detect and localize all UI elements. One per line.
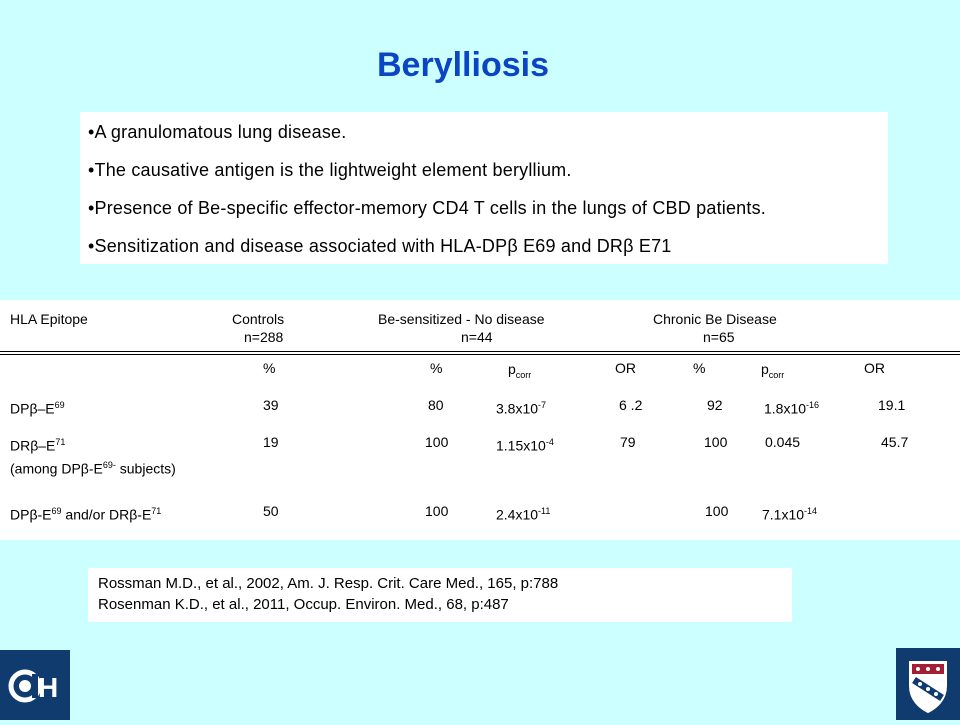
bullet-item: •Sensitization and disease associated with HLA-DPβ E69 and DRβ E71 bbox=[88, 236, 672, 256]
subheader-or: OR bbox=[864, 360, 885, 376]
cell-cbd-pct: 100 bbox=[705, 503, 729, 519]
cell-cbd-or: 45.7 bbox=[881, 434, 909, 450]
cell-bs-or: 6 .2 bbox=[619, 397, 643, 413]
cell-cbd-p: $7.1x10^{-14}$ bbox=[762, 506, 818, 523]
bullet-item: •A granulomatous lung disease. bbox=[88, 122, 347, 142]
cell-bs-or: 79 bbox=[620, 434, 636, 450]
institution-logo-right bbox=[896, 648, 960, 720]
header-cbd: Chronic Be Disease bbox=[653, 311, 777, 327]
cell-bs-pct: 100 bbox=[425, 503, 449, 519]
cell-cbd-pct: 92 bbox=[707, 397, 723, 413]
row-label: DPβ–$E^{69}$ bbox=[10, 400, 65, 417]
bullet-item: •Presence of Be-specific effector-memory CD4 T cells in the lungs of CBD patients. bbox=[88, 198, 766, 218]
reference-item: Rosenman K.D., et al., 2011, Occup. Environ. Med., 68, p:487 bbox=[98, 596, 509, 613]
cell-cbd-p: $1.8x10^{-16}$ bbox=[764, 400, 820, 417]
cell-cbd-pct: 100 bbox=[704, 434, 728, 450]
row-note: (among DPβ-$E^{69-}$ subjects) bbox=[10, 460, 176, 477]
cell-bs-pct: 100 bbox=[425, 434, 449, 450]
header-cbd-n: n=65 bbox=[703, 329, 735, 345]
institution-logo-left bbox=[0, 650, 70, 720]
cell-controls: 50 bbox=[263, 503, 279, 519]
cell-cbd-p: 0.045 bbox=[765, 434, 801, 450]
reference-item: Rossman M.D., et al., 2002, Am. J. Resp. Crit. Care Med., 165, p:788 bbox=[98, 575, 559, 592]
header-divider bbox=[0, 351, 960, 352]
header-divider bbox=[0, 354, 960, 355]
cell-cbd-or: 19.1 bbox=[878, 397, 906, 413]
header-be-sensitized-n: n=44 bbox=[461, 329, 493, 345]
cell-controls: 39 bbox=[263, 397, 279, 413]
university-shield-icon bbox=[896, 648, 960, 720]
references-box bbox=[88, 568, 792, 622]
slide-title: Berylliosis bbox=[377, 46, 549, 84]
cell-bs-pct: 80 bbox=[428, 397, 444, 413]
hla-epitope-table bbox=[0, 300, 960, 540]
subheader-pcorr: $p_{corr}$ bbox=[508, 361, 532, 380]
header-epitope: HLA Epitope bbox=[10, 311, 88, 327]
cell-bs-p: $3.8x10^{-7}$ bbox=[496, 400, 547, 417]
row-label: DRβ–$E^{71}$ bbox=[10, 437, 66, 454]
subheader-or: OR bbox=[615, 360, 636, 376]
subheader-pct: % bbox=[430, 360, 443, 376]
cell-bs-p: $1.15x10^{-4}$ bbox=[496, 437, 554, 454]
cell-controls: 19 bbox=[263, 434, 279, 450]
logo-letter: H bbox=[38, 672, 59, 703]
row-label: DPβ-$E^{69}$ and/or DRβ-$E^{71}$ bbox=[10, 506, 162, 523]
ceh-logo-icon bbox=[0, 650, 70, 720]
header-controls: Controls bbox=[232, 311, 285, 327]
bullet-box bbox=[80, 112, 888, 264]
header-controls-n: n=288 bbox=[244, 329, 284, 345]
cell-bs-p: $2.4x10^{-11}$ bbox=[496, 506, 551, 523]
subheader-pct: % bbox=[263, 360, 276, 376]
bullet-item: •The causative antigen is the lightweight element beryllium. bbox=[88, 160, 572, 180]
subheader-pcorr: $p_{corr}$ bbox=[761, 361, 785, 380]
header-be-sensitized: Be-sensitized - No disease bbox=[378, 311, 545, 327]
subheader-pct: % bbox=[693, 360, 706, 376]
